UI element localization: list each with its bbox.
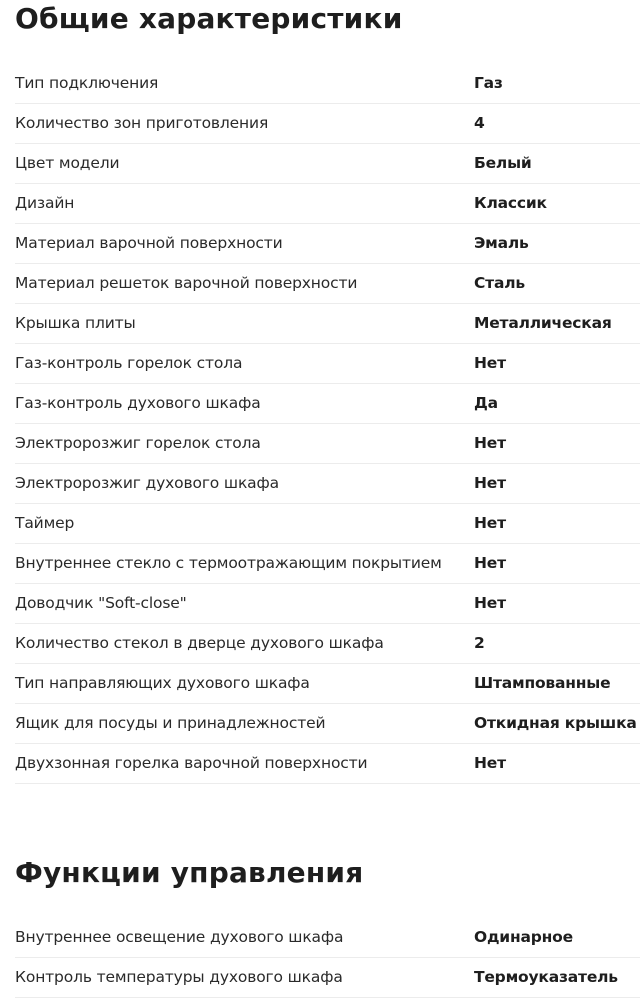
spec-value: Нет bbox=[474, 554, 506, 572]
spec-label: Цвет модели bbox=[15, 154, 120, 172]
spec-row bbox=[15, 144, 640, 184]
spec-row bbox=[15, 624, 640, 664]
spec-row bbox=[15, 224, 640, 264]
spec-label: Дизайн bbox=[15, 194, 75, 212]
spec-label: Доводчик "Soft-close" bbox=[15, 594, 187, 612]
spec-value: Да bbox=[474, 394, 498, 412]
spec-label: Таймер bbox=[15, 514, 75, 532]
spec-label: Двухзонная горелка варочной поверхности bbox=[15, 754, 368, 772]
spec-value: Термоуказатель bbox=[474, 968, 618, 986]
spec-value: Одинарное bbox=[474, 928, 573, 946]
section-title-control-functions: Функции управления bbox=[15, 856, 364, 889]
section-title-general-specs: Общие характеристики bbox=[15, 2, 403, 35]
control-functions-list bbox=[15, 918, 640, 998]
spec-label: Количество зон приготовления bbox=[15, 114, 269, 132]
spec-row bbox=[15, 264, 640, 304]
spec-label: Ящик для посуды и принадлежностей bbox=[15, 714, 326, 732]
spec-row bbox=[15, 704, 640, 744]
spec-value: Белый bbox=[474, 154, 532, 172]
spec-row bbox=[15, 744, 640, 784]
spec-value: Откидная крышка bbox=[474, 714, 637, 732]
spec-label: Тип подключения bbox=[15, 74, 159, 92]
spec-value: Эмаль bbox=[474, 234, 529, 252]
spec-row bbox=[15, 584, 640, 624]
spec-value: Металлическая bbox=[474, 314, 612, 332]
spec-row bbox=[15, 304, 640, 344]
spec-value: Штампованные bbox=[474, 674, 611, 692]
general-specs-list bbox=[15, 64, 640, 784]
spec-label: Газ-контроль горелок стола bbox=[15, 354, 243, 372]
spec-row bbox=[15, 104, 640, 144]
spec-label: Крышка плиты bbox=[15, 314, 136, 332]
spec-value: Нет bbox=[474, 594, 506, 612]
spec-value: Нет bbox=[474, 754, 506, 772]
spec-value: Нет bbox=[474, 474, 506, 492]
spec-row bbox=[15, 424, 640, 464]
spec-label: Тип направляющих духового шкафа bbox=[15, 674, 310, 692]
spec-row bbox=[15, 958, 640, 998]
spec-value: Газ bbox=[474, 74, 503, 92]
spec-label: Электророзжиг духового шкафа bbox=[15, 474, 279, 492]
spec-row bbox=[15, 664, 640, 704]
spec-row bbox=[15, 544, 640, 584]
spec-row bbox=[15, 464, 640, 504]
spec-value: Классик bbox=[474, 194, 547, 212]
spec-label: Газ-контроль духового шкафа bbox=[15, 394, 261, 412]
spec-value: Сталь bbox=[474, 274, 525, 292]
spec-value: 2 bbox=[474, 634, 485, 652]
spec-value: 4 bbox=[474, 114, 485, 132]
spec-label: Материал варочной поверхности bbox=[15, 234, 283, 252]
spec-row bbox=[15, 384, 640, 424]
spec-row bbox=[15, 344, 640, 384]
spec-label: Контроль температуры духового шкафа bbox=[15, 968, 343, 986]
spec-label: Количество стекол в дверце духового шкафа bbox=[15, 634, 384, 652]
spec-row bbox=[15, 918, 640, 958]
spec-value: Нет bbox=[474, 354, 506, 372]
spec-label: Внутреннее освещение духового шкафа bbox=[15, 928, 344, 946]
spec-row bbox=[15, 184, 640, 224]
spec-label: Материал решеток варочной поверхности bbox=[15, 274, 358, 292]
spec-row bbox=[15, 64, 640, 104]
spec-label: Внутреннее стекло с термоотражающим покрытием bbox=[15, 554, 442, 572]
spec-label: Электророзжиг горелок стола bbox=[15, 434, 261, 452]
spec-row bbox=[15, 504, 640, 544]
spec-value: Нет bbox=[474, 434, 506, 452]
spec-value: Нет bbox=[474, 514, 506, 532]
